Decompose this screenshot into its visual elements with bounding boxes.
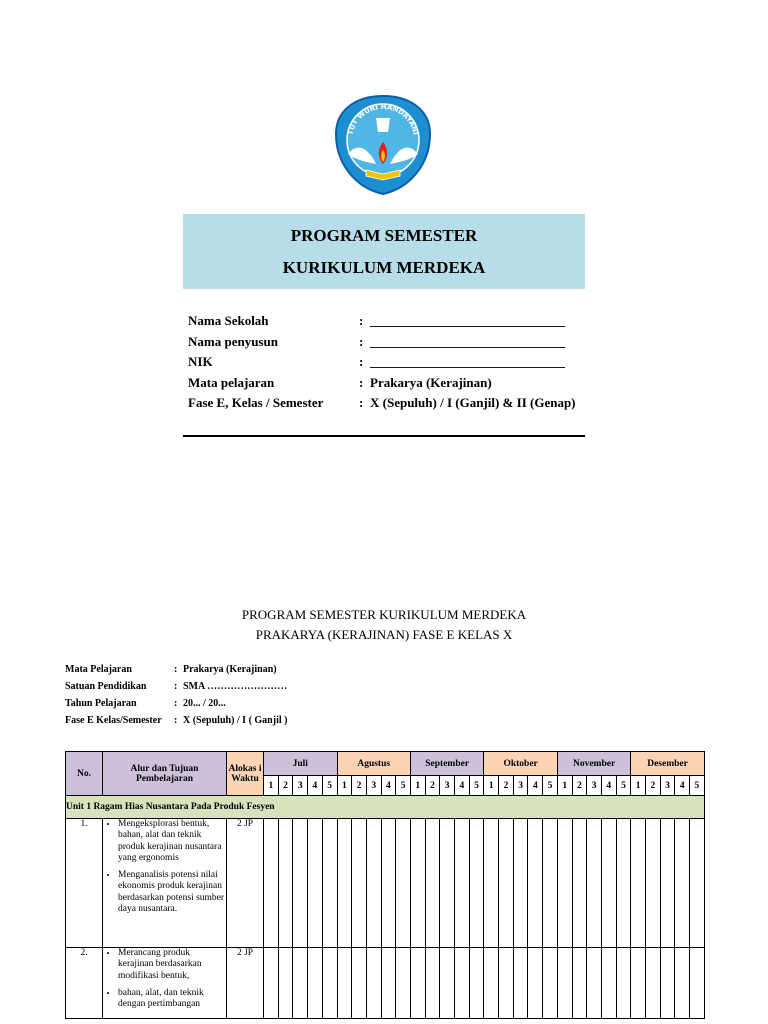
meta-separator: : (174, 681, 178, 692)
meta-label: Satuan Pendidikan (65, 681, 147, 692)
header-week: 2 (278, 776, 293, 796)
week-cell (601, 819, 616, 948)
header-week: 4 (675, 776, 690, 796)
header-week: 4 (528, 776, 543, 796)
week-cell (587, 819, 602, 948)
field-value: ______________________________ (370, 313, 565, 328)
meta-separator: : (174, 698, 178, 709)
header-alur: Alur dan Tujuan Pembelajaran (103, 752, 227, 796)
table-header-row (66, 752, 705, 776)
table-row (66, 819, 705, 948)
week-cell (278, 819, 293, 948)
header-week: 5 (396, 776, 411, 796)
header-alokasi: Alokas i Waktu (227, 752, 264, 796)
header-week: 3 (293, 776, 308, 796)
field-label: Fase E, Kelas / Semester (188, 395, 324, 410)
meta-label: Tahun Pelajaran (65, 698, 137, 709)
field-label: Mata pelajaran (188, 374, 275, 390)
meta-label: Fase E Kelas/Semester (65, 715, 162, 726)
field-separator: : (359, 313, 364, 328)
week-cell (264, 948, 279, 1019)
week-cell (543, 948, 558, 1019)
header-week: 3 (440, 776, 455, 796)
week-cell (381, 948, 396, 1019)
meta-separator: : (174, 664, 178, 675)
header-week: 4 (455, 776, 470, 796)
unit-row (66, 796, 705, 819)
header-week: 4 (308, 776, 323, 796)
row-alokasi: 2 JP (227, 948, 264, 1019)
meta-value: Prakarya (Kerajinan) (183, 664, 277, 675)
week-cell (381, 819, 396, 948)
header-week: 1 (337, 776, 352, 796)
week-cell (278, 948, 293, 1019)
week-cell (410, 819, 425, 948)
week-cell (455, 948, 470, 1019)
field-label: Nama penyusun (188, 333, 278, 349)
week-cell (322, 819, 337, 948)
header-week: 5 (543, 776, 558, 796)
header-week: 5 (322, 776, 337, 796)
header-week: 4 (381, 776, 396, 796)
week-cell (528, 948, 543, 1019)
week-cell (675, 948, 690, 1019)
week-cell (352, 948, 367, 1019)
week-cell (293, 819, 308, 948)
week-cell (631, 948, 646, 1019)
meta-label: Mata Pelajaran (65, 664, 132, 675)
week-cell (543, 819, 558, 948)
row-alokasi: 2 JP (227, 819, 264, 948)
week-cell (440, 819, 455, 948)
week-cell (322, 948, 337, 1019)
week-cell (690, 948, 705, 1019)
header-week: 1 (484, 776, 499, 796)
week-cell (601, 948, 616, 1019)
week-cell (645, 819, 660, 948)
header-week: 1 (264, 776, 279, 796)
field-separator: : (359, 354, 364, 369)
header-week: 5 (690, 776, 705, 796)
row-alur (103, 819, 227, 948)
week-cell (352, 819, 367, 948)
table-row (66, 948, 705, 1019)
week-cell (499, 948, 514, 1019)
field-separator: : (359, 395, 364, 410)
week-cell (484, 819, 499, 948)
week-cell (557, 948, 572, 1019)
week-cell (337, 948, 352, 1019)
header-month: Juli (264, 752, 338, 776)
field-value: ______________________________ (370, 354, 565, 369)
header-month: Oktober (484, 752, 557, 776)
objective-item: • Mengeksplorasi bentuk, bahan, alat dan teknik produk kerajinan nusantara yang ergonomis (118, 819, 226, 864)
header-week: 3 (366, 776, 381, 796)
meta-separator: : (174, 715, 178, 726)
field-value: ______________________________ (370, 333, 565, 349)
week-cell (396, 819, 411, 948)
week-cell (366, 948, 381, 1019)
week-cell (469, 819, 484, 948)
week-cell (557, 819, 572, 948)
header-week: 3 (660, 776, 675, 796)
cover-title-line1: PROGRAM SEMESTER (290, 226, 478, 245)
doc-heading-2: PRAKARYA (KERAJINAN) FASE E KELAS X (255, 627, 513, 642)
objective-list (103, 819, 226, 915)
header-week: 5 (469, 776, 484, 796)
week-cell (499, 819, 514, 948)
meta-value: 20... / 20... (183, 698, 226, 709)
row-number: 1. (66, 819, 103, 948)
field-value: Prakarya (Kerajinan) (370, 374, 492, 390)
header-month: September (410, 752, 483, 776)
row-number: 2. (66, 948, 103, 1019)
field-separator: : (359, 374, 364, 390)
week-cell (572, 948, 587, 1019)
week-cell (513, 819, 528, 948)
schedule-table (65, 751, 705, 1019)
week-cell (631, 819, 646, 948)
week-cell (425, 948, 440, 1019)
meta-value: SMA …………………… (183, 681, 288, 692)
objective-item: • Menganalisis potensi nilai ekonomis produk kerajinan berdasarkan potensi sumber daya nusantara. (118, 870, 226, 915)
week-cell (440, 948, 455, 1019)
objective-list (103, 948, 226, 1010)
week-cell (455, 819, 470, 948)
objective-item: • bahan, alat, dan teknik dengan pertimbangan (118, 988, 226, 1011)
field-label: NIK (188, 354, 213, 369)
header-week: 3 (513, 776, 528, 796)
cover-title-line2: KURIKULUM MERDEKA (282, 258, 486, 277)
header-month: Desember (631, 752, 705, 776)
week-cell (616, 948, 631, 1019)
header-week: 2 (425, 776, 440, 796)
cover-divider (183, 435, 585, 437)
header-week: 3 (587, 776, 602, 796)
week-cell (264, 819, 279, 948)
week-cell (410, 948, 425, 1019)
week-cell (513, 948, 528, 1019)
week-cell (528, 819, 543, 948)
header-week: 2 (499, 776, 514, 796)
header-month: November (557, 752, 630, 776)
header-week: 2 (572, 776, 587, 796)
week-cell (587, 948, 602, 1019)
week-cell (366, 819, 381, 948)
week-cell (616, 819, 631, 948)
field-label: Nama Sekolah (188, 313, 269, 328)
field-value: X (Sepuluh) / I (Ganjil) & II (Genap) (370, 395, 576, 410)
field-separator: : (359, 333, 364, 349)
unit-title: Unit 1 Ragam Hias Nusantara Pada Produk Fesyen (66, 796, 705, 819)
meta-value: X (Sepuluh) / I ( Ganjil ) (183, 715, 288, 726)
tut-wuri-handayani-logo (330, 92, 436, 198)
objective-item: • Merancang produk kerajinan berdasarkan modifikasi bentuk, (118, 948, 226, 982)
week-cell (293, 948, 308, 1019)
header-month: Agustus (337, 752, 410, 776)
header-week: 1 (631, 776, 646, 796)
header-week: 1 (557, 776, 572, 796)
week-cell (660, 948, 675, 1019)
header-week: 2 (645, 776, 660, 796)
week-cell (690, 819, 705, 948)
week-cell (425, 819, 440, 948)
logo-motto: TUT WURI HANDAYANI (346, 102, 420, 136)
header-week: 4 (601, 776, 616, 796)
week-cell (469, 948, 484, 1019)
header-week: 5 (616, 776, 631, 796)
week-cell (337, 819, 352, 948)
week-cell (675, 819, 690, 948)
week-cell (660, 819, 675, 948)
week-cell (308, 819, 323, 948)
doc-heading-1: PROGRAM SEMESTER KURIKULUM MERDEKA (241, 607, 527, 622)
week-cell (645, 948, 660, 1019)
week-cell (308, 948, 323, 1019)
week-cell (572, 819, 587, 948)
cover-title-box (183, 214, 585, 289)
week-cell (484, 948, 499, 1019)
row-alur (103, 948, 227, 1019)
header-no: No. (66, 752, 103, 796)
header-week: 1 (410, 776, 425, 796)
week-cell (396, 948, 411, 1019)
header-week: 2 (352, 776, 367, 796)
